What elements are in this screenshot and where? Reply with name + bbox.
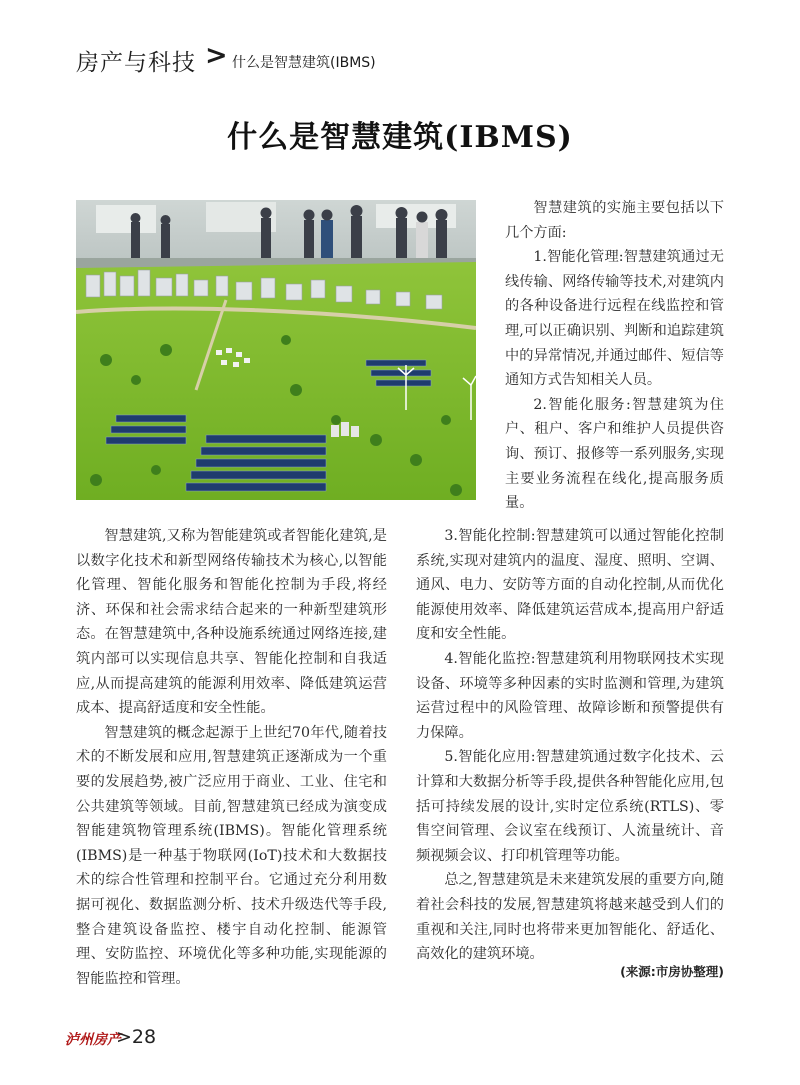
- magazine-logo: 泸州房产: [65, 1032, 121, 1048]
- left-column: [76, 524, 387, 991]
- paragraph: 1.智能化管理:智慧建筑通过无线传输、网络传输等技术,对建筑内的各种设备进行远程在线监控和管理,可以正确识别、判断和追踪建筑中的异常情况,并通过邮件、短信等通知方式告知相关人员。: [505, 249, 724, 389]
- page-number: >28: [116, 1026, 157, 1048]
- paragraph: 智慧建筑的概念起源于上世纪70年代,随着技术的不断发展和应用,智慧建筑正逐渐成为一个重要的发展趋势,被广泛应用于商业、工业、住宅和公共建筑等领域。目前,智慧建筑已经成为演变成智能建筑物管理系统(IBMS)。智能化管理系统(IBMS)是一种基于物联网(IoT)技术和大数据技术的综合性管理和控制平台。它通过充分利用数据可视化、数据监测分析、技术升级迭代等手段,整合建筑设备监控、楼宇自动化控制、能源管理、安防监控、环境优化等多种功能,实现能源的智能监控和管理。: [76, 724, 387, 987]
- article-photo: [76, 200, 476, 500]
- breadcrumb: 什么是智慧建筑(IBMS): [232, 55, 376, 71]
- paragraph: 5.智能化应用:智慧建筑通过数字化技术、云计算和大数据分析等手段,提供各种智能化应用,包括可持续发展的设计,实时定位系统(RTLS)、零售空间管理、会议室在线预订、人流量统计、音频视频会议、打印机管理等功能。: [416, 749, 724, 864]
- paragraph: 智慧建筑的实施主要包括以下几个方面:: [505, 200, 724, 241]
- page-title: 什么是智慧建筑(IBMS): [227, 120, 573, 155]
- section-title: 房产与科技: [76, 50, 196, 76]
- paragraph: 3.智能化控制:智慧建筑可以通过智能化控制系统,实现对建筑内的温度、湿度、照明、空调、通风、电力、安防等方面的自动化控制,从而优化能源使用效率、降低建筑运营成本,提高用户舒适度和安全性能。: [416, 528, 724, 643]
- paragraph: 智慧建筑,又称为智能建筑或者智能化建筑,是以数字化技术和新型网络传输技术为核心,以智能化管理、智能化服务和智能化控制为手段,将经济、环保和社会需求结合起来的一种新型建筑形态。在智慧建筑中,各种设施系统通过网络连接,建筑内部可以实现信息共享、智能化控制和自我适应,从而提高建筑的能源利用效率、降低建筑运营成本、提高舒适度和安全性能。: [76, 528, 387, 717]
- paragraph: 总之,智慧建筑是未来建筑发展的重要方向,随着社会科技的发展,智慧建筑将越来越受到人们的重视和关注,同时也将带来更加智能化、舒适化、高效化的建筑环境。: [416, 872, 724, 963]
- source-credit: (来源:市房协整理): [620, 964, 724, 979]
- right-column-bottom: [416, 524, 724, 967]
- breadcrumb-separator: >: [205, 40, 228, 71]
- paragraph: 4.智能化监控:智慧建筑利用物联网技术实现设备、环境等多种因素的实时监测和管理,为建筑运营过程中的风险管理、故障诊断和预警提供有力保障。: [416, 650, 724, 741]
- right-column-top: [505, 196, 724, 516]
- paragraph: 2.智能化服务:智慧建筑为住户、租户、客户和维护人员提供咨询、预订、报修等一系列服务,实现主要业务流程在线化,提高服务质量。: [505, 396, 724, 512]
